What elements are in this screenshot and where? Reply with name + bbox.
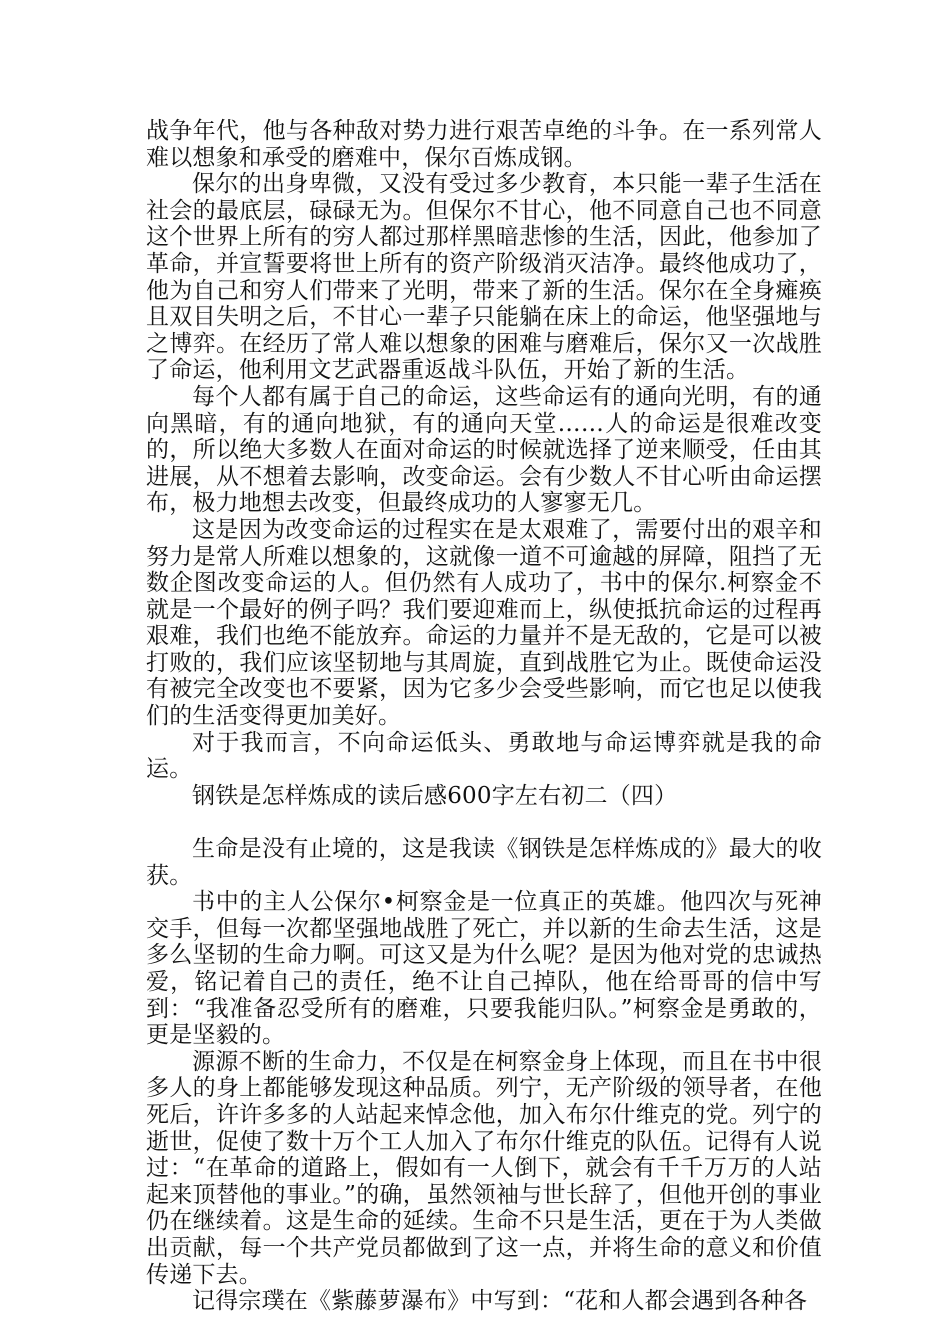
paragraph: 每个人都有属于自己的命运，这些命运有的通向光明，有的通向黑暗，有的通向地狱，有的通向天堂……人的命运是很难改变的，所以绝大多数人在面对命运的时候就选择了逆来顺受，任由其进展，从不想着去影响，改变命运。会有少数人不甘心听由命运摆布，极力地想去改变，但最终成功的人寥寥无几。 [146,383,822,517]
paragraph: 这是因为改变命运的过程实在是太艰难了，需要付出的艰辛和努力是常人所难以想象的，这就像一道不可逾越的屏障，阻挡了无数企图改变命运的人。但仍然有人成功了，书中的保尔.柯察金不就是一个最好的例子吗？我们要迎难而上，纵使抵抗命运的过程再艰难，我们也绝不能放弃。命运的力量并不是无敌的，它是可以被打败的，我们应该坚韧地与其周旋，直到战胜它为止。既使命运没有被完全改变也不要紧，因为它多少会受些影响，而它也足以使我们的生活变得更加美好。 [146,516,822,730]
paragraph: 记得宗璞在《紫藤萝瀑布》中写到：“花和人都会遇到各种各 [192,1288,808,1315]
paragraph: 书中的主人公保尔•柯察金是一位真正的英雄。他四次与死神交手，但每一次都坚强地战胜了死亡，并以新的生命去生活，这是多么坚韧的生命力啊。可这又是为什么呢？是因为他对党的忠诚热爱，铭记着自己的责任，绝不让自己掉队，他在给哥哥的信中写到：“我准备忍受所有的磨难，只要我能归队。”柯察金是勇敢的，更是坚毅的。 [146,889,822,1049]
paragraph: 生命是没有止境的，这是我读《钢铁是怎样炼成的》最大的收获。 [146,836,822,889]
paragraph: 战争年代，他与各种敌对势力进行艰苦卓绝的斗争。在一系列常人难以想象和承受的磨难中，保尔百炼成钢。 [146,118,822,171]
section-heading: 钢铁是怎样炼成的读后感600字左右初二（四） [192,782,678,809]
document-body [146,118,822,1315]
paragraph: 保尔的出身卑微，又没有受过多少教育，本只能一辈子生活在社会的最底层，碌碌无为。但保尔不甘心，他不同意自己也不同意这个世界上所有的穷人都过那样黑暗悲惨的生活，因此，他参加了革命，并宣誓要将世上所有的资产阶级消灭洁净。最终他成功了，他为自己和穷人们带来了光明，带来了新的生活。保尔在全身瘫痪且双目失明之后，不甘心一辈子只能躺在床上的命运，他坚强地与之博弈。在经历了常人难以想象的困难与磨难后，保尔又一次战胜了命运，他利用文艺武器重返战斗队伍，开始了新的生活。 [146,171,822,384]
paragraph: 源源不断的生命力，不仅是在柯察金身上体现，而且在书中很多人的身上都能够发现这种品质。列宁，无产阶级的领导者，在他死后，许许多多的人站起来悼念他，加入布尔什维克的党。列宁的逝世，促使了数十万个工人加入了布尔什维克的队伍。记得有人说过：“在革命的道路上，假如有一人倒下，就会有千千万万的人站起来顶替他的事业。”的确，虽然领袖与世长辞了，但他开创的事业仍在继续着。这是生命的延续。生命不只是生活，更在于为人类做出贡献，每一个共产党员都做到了这一点，并将生命的意义和价值传递下去。 [146,1048,822,1288]
paragraph: 对于我而言，不向命运低头、勇敢地与命运博弈就是我的命运。 [146,729,822,783]
blank-line [146,809,822,836]
